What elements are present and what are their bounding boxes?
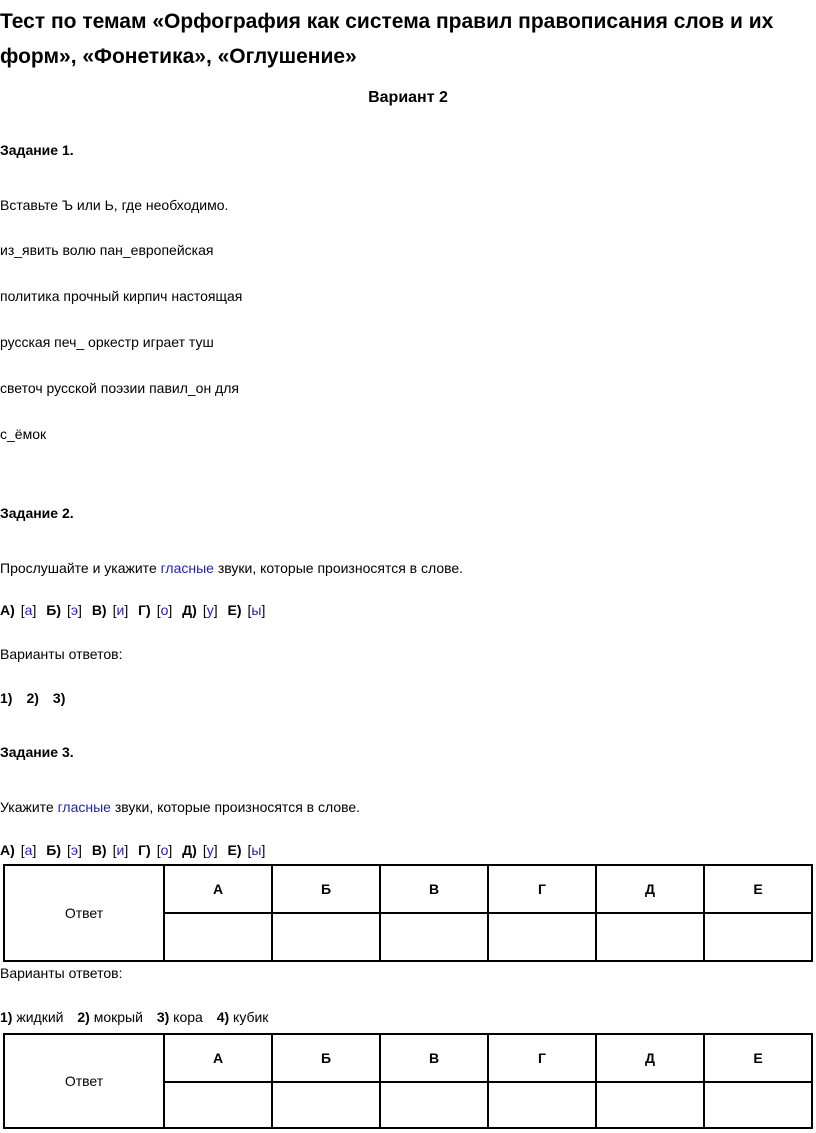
answer-option-number: 1) [0,1009,13,1025]
column-header: А [164,865,272,913]
variant-heading: Вариант 2 [368,89,448,106]
option-label: Г) [138,602,151,618]
answer-table [3,864,813,962]
option-g [138,842,172,858]
option-d [182,602,217,618]
sound-link[interactable]: у [206,602,214,618]
task1-line: светоч русской поэзии павил_он для [0,380,239,396]
instruction-text: Прослушайте и укажите [0,560,161,576]
column-header: Б [272,1034,380,1082]
instruction-text: звуки, которые произносятся в слове. [110,799,361,815]
sound-link[interactable]: а [24,602,33,618]
sound-link[interactable]: а [24,842,33,858]
option-label: Е) [227,842,242,858]
task1-line: из_явить волю пан_европейская [0,242,214,258]
option-label: Г) [138,842,151,858]
answer-cell[interactable] [380,1082,488,1128]
bracket: ] [213,842,218,858]
answer-cell[interactable] [272,1082,380,1128]
answer-cell[interactable] [488,913,596,961]
vowels-link[interactable]: гласные [57,799,111,815]
answer-cell[interactable] [272,913,380,961]
bracket: [ [20,842,25,858]
bracket: [ [66,842,71,858]
bracket: ] [261,602,266,618]
option-b [46,602,82,618]
column-header: Д [596,865,704,913]
column-header: Е [704,865,812,913]
answer-cell[interactable] [704,1082,812,1128]
option-label: Б) [46,602,61,618]
answer-option [0,1009,63,1025]
task3-heading: Задание 3. [0,744,74,760]
sound-link[interactable]: э [70,842,79,858]
answer-table [3,1033,813,1129]
task1-line: политика прочный кирпич настоящая [0,288,243,304]
sound-link[interactable]: о [160,842,169,858]
task1-heading: Задание 1. [0,142,74,158]
column-header: В [380,865,488,913]
answer-cell[interactable] [164,913,272,961]
answer-cell[interactable] [164,1082,272,1128]
bracket: [ [247,602,252,618]
option-e [227,602,265,618]
option-label: Б) [46,842,61,858]
task1-line: русская печ_ оркестр играет туш [0,334,214,350]
option-label: В) [91,842,107,858]
bracket: ] [168,602,173,618]
answer-cell[interactable] [380,913,488,961]
option-label: Д) [182,602,197,618]
task1-instruction: Вставьте Ъ или Ь, где необходимо. [0,197,229,213]
sound-link[interactable]: э [70,602,79,618]
bracket: [ [66,602,71,618]
task2-instruction [0,560,463,576]
option-b [46,842,82,858]
option-label: А) [0,842,15,858]
bracket: ] [261,842,266,858]
bracket: ] [78,842,82,858]
page-title: Тест по темам «Орфография как система правил правописания слов и их форм», «Фонетика», «Оглушение» [0,10,774,68]
option-a [0,842,36,858]
answer-cell[interactable] [596,913,704,961]
task3-answer-options [0,1009,268,1025]
answer-option-word: кубик [233,1009,269,1025]
bracket: [ [112,602,117,618]
bracket: ] [124,602,129,618]
option-label: В) [91,602,107,618]
column-header: Д [596,1034,704,1082]
vowels-link[interactable]: гласные [160,560,214,576]
option-d [182,842,217,858]
column-header: Г [488,865,596,913]
bracket: ] [168,842,173,858]
bracket: [ [156,842,161,858]
column-header: Е [704,1034,812,1082]
task2-options [0,602,271,618]
bracket: ] [32,602,37,618]
option-a [0,602,36,618]
answer-option [77,1009,143,1025]
sound-link[interactable]: ы [251,842,262,858]
answer-cell[interactable] [488,1082,596,1128]
task3-options [0,842,271,858]
column-header: А [164,1034,272,1082]
answer-row-label: Ответ [4,1034,164,1128]
task3-answers-label: Варианты ответов: [0,965,123,981]
answer-option [157,1009,203,1025]
answer-option-number: 3) [156,1009,170,1025]
option-label: Е) [227,602,242,618]
task1-line: с_ёмок [0,426,47,442]
sound-link[interactable]: о [160,602,169,618]
bracket: [ [20,602,25,618]
option-v [92,602,128,618]
task2-answer-numbers [0,690,65,706]
answer-cell[interactable] [704,913,812,961]
answer-option [217,1009,269,1025]
column-header: В [380,1034,488,1082]
answer-option-word: жидкий [16,1009,64,1025]
instruction-text: Укажите [0,799,58,815]
column-header: Б [272,865,380,913]
task2-heading: Задание 2. [0,505,74,521]
answer-option-number: 4) [216,1009,230,1025]
sound-link[interactable]: ы [251,602,262,618]
answer-option-word: кора [173,1009,203,1025]
sound-link[interactable]: у [206,842,214,858]
column-header: Г [488,1034,596,1082]
option-g [138,602,172,618]
option-v [92,842,128,858]
answer-cell[interactable] [596,1082,704,1128]
bracket: ] [124,842,129,858]
instruction-text: звуки, которые произносятся в слове. [213,560,464,576]
answer-option-number: 2) [77,1009,90,1025]
bracket: ] [32,842,37,858]
bracket: [ [112,842,117,858]
answer-row-label: Ответ [4,865,164,961]
bracket: [ [247,842,252,858]
bracket: [ [202,842,207,858]
answer-option-word: мокрый [93,1009,143,1025]
task2-answers-label: Варианты ответов: [0,646,123,662]
sound-link[interactable]: и [116,602,125,618]
task3-instruction [0,799,360,815]
bracket: [ [202,602,207,618]
option-label: Д) [182,842,197,858]
option-label: А) [0,602,15,618]
answer-number: 3) [52,690,66,706]
answer-number: 2) [26,690,39,706]
sound-link[interactable]: и [116,842,125,858]
bracket: ] [213,602,218,618]
option-e [227,842,265,858]
bracket: ] [78,602,82,618]
answer-number: 1) [0,690,13,706]
bracket: [ [156,602,161,618]
